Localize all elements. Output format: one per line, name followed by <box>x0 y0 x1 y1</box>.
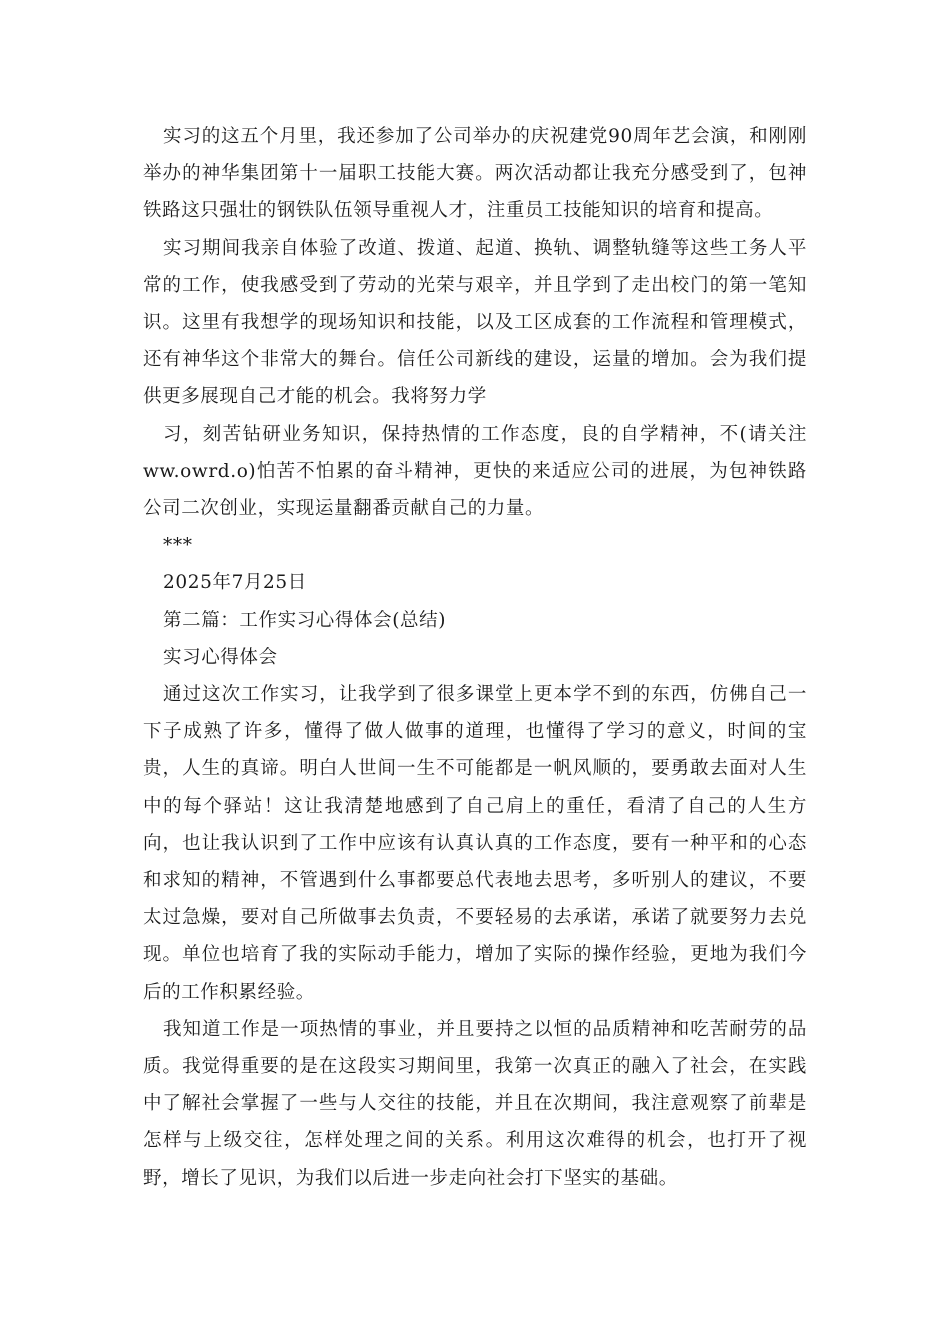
paragraph-lessons-learned: 通过这次工作实习，让我学到了很多课堂上更本学不到的东西，仿佛自己一下子成熟了许多，懂得了做人做事的道理，也懂得了学习的意义，时间的宝贵，人生的真谛。明白人世间一生不可能都是一帆风顺的，要勇敢去面对人生中的每个驿站！这让我清楚地感到了自己肩上的重任，看清了自己的人生方向，也让我认识到了工作中应该有认真认真的工作态度，要有一种平和的心态和求知的精神，不管遇到什么事都要总代表地去思考，多听别人的建议，不要太过急燥，要对自己所做事去负责，不要轻易的去承诺，承诺了就要努力去兑现。单位也培育了我的实际动手能力，增加了实际的操作经验，更地为我们今后的工作积累经验。 <box>143 684 807 1003</box>
paragraph-anniversary: 实习的这五个月里，我还参加了公司举办的庆祝建党90周年艺会演，和刚刚举办的神华集团第十一届职工技能大赛。两次活动都让我充分感受到了，包神铁路这只强壮的钢铁队伍领导重视人才，注重员工技能知识的培育和提高。 <box>143 126 807 222</box>
document-body <box>143 118 807 1197</box>
paragraph-study-commitment: 习，刻苦钻研业务知识，保持热情的工作态度，良的自学精神，不(请关注ww.owrd.o)怕苦不怕累的奋斗精神，更快的来适应公司的进展，为包神铁路公司二次创业，实现运量翻番贡献自己的力量。 <box>143 423 807 520</box>
paragraph-internship-experience: 实习期间我亲自体验了改道、拨道、起道、换轨、调整轨缝等这些工务人平常的工作，使我感受到了劳动的光荣与艰辛，并且学到了走出校门的第一笔知识。这里有我想学的现场知识和技能，以及工区成套的工作流程和管理模式，还有神华这个非常大的舞台。信任公司新线的建设，运量的增加。会为我们提供更多展现自己才能的机会。我将努力学 <box>143 237 807 408</box>
section-subtitle: 实习心得体会 <box>163 646 278 668</box>
part-two-title: 第二篇：工作实习心得体会(总结) <box>163 609 447 631</box>
paragraph-work-attitude: 我知道工作是一项热情的事业，并且要持之以恒的品质精神和吃苦耐劳的品质。我觉得重要的是在这段实习期间里，我第一次真正的融入了社会，在实践中了解社会掌握了一些与人交往的技能，并且在次期间，我注意观察了前辈是怎样与上级交往，怎样处理之间的关系。利用这次难得的机会，也打开了视野，增长了见识，为我们以后进一步走向社会打下坚实的基础。 <box>143 1018 807 1189</box>
separator-stars: *** <box>163 535 193 557</box>
document-date: 2025年7月25日 <box>163 572 307 594</box>
